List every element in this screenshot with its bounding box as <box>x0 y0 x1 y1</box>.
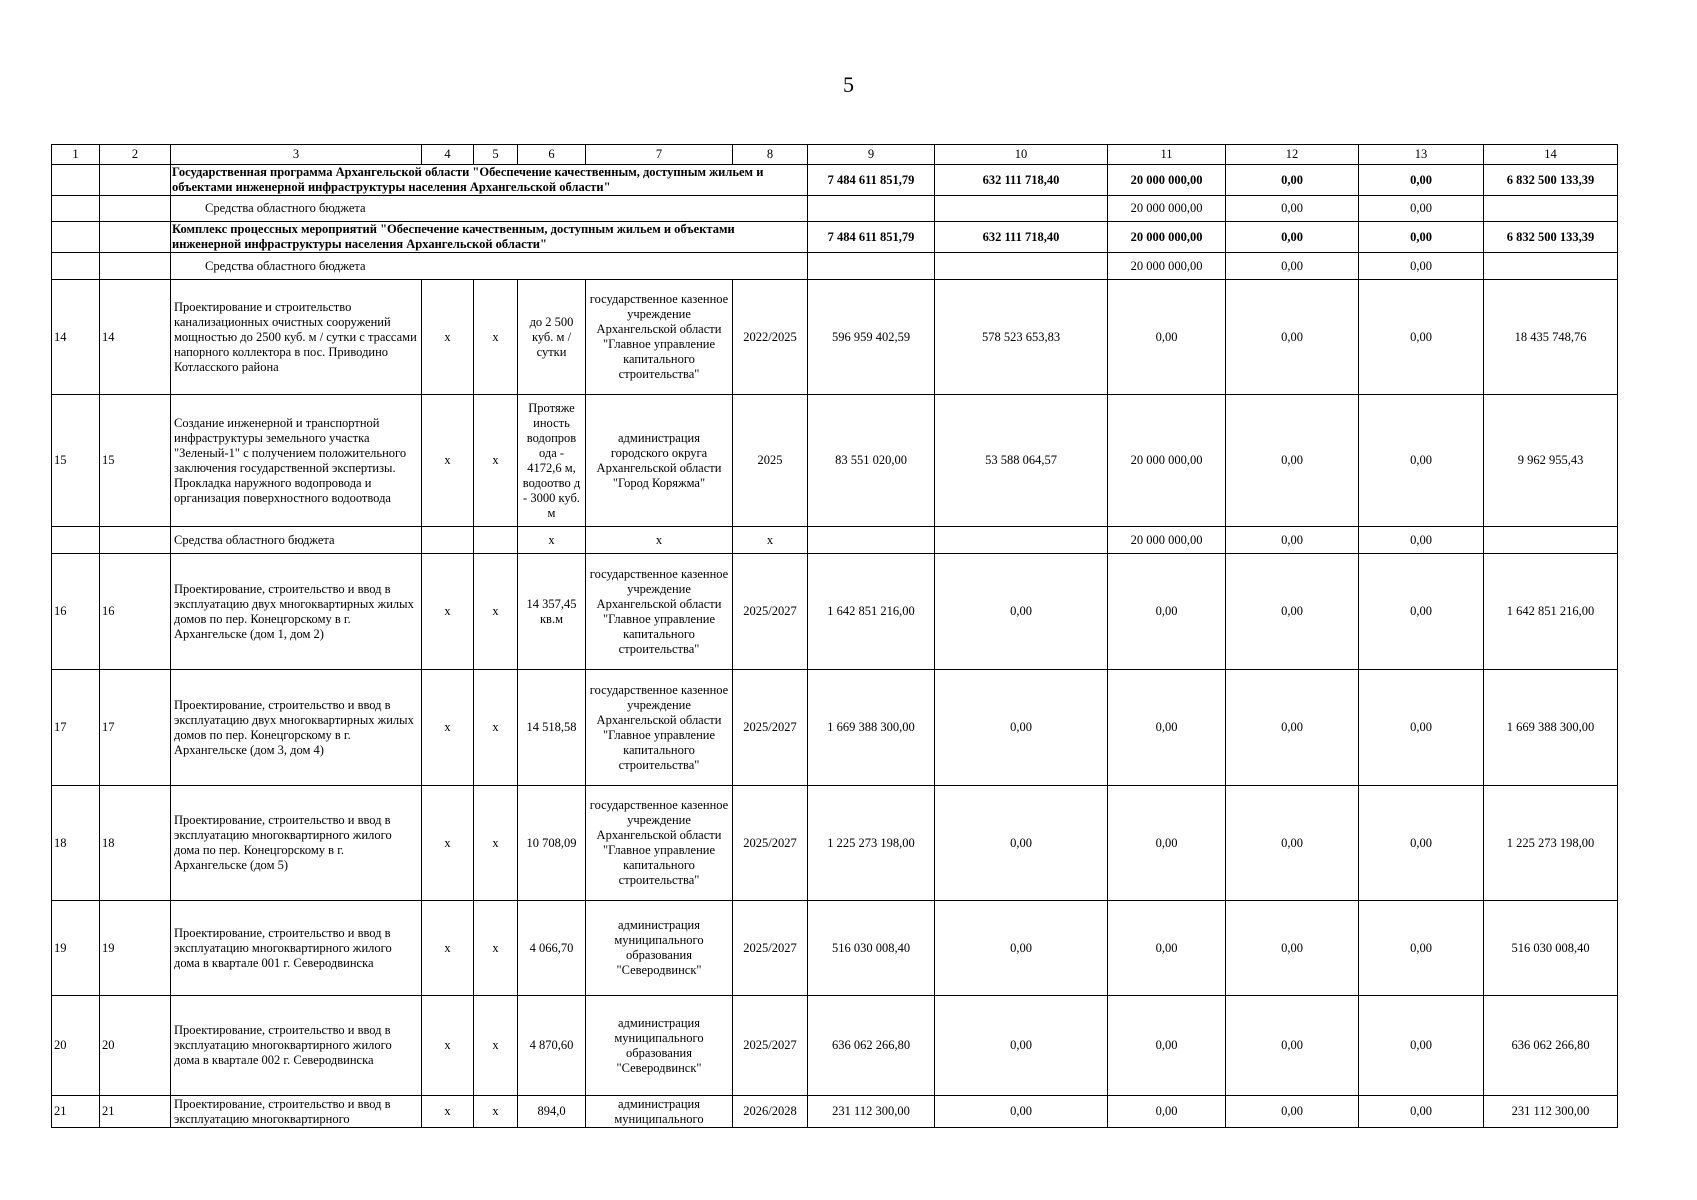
responsible-executor: государственное казенное учреждение Архангельской области "Главное управление капитального строительства" <box>586 786 733 901</box>
capacity-cell: 10 708,09 <box>518 786 586 901</box>
capacity-cell: 4 870,60 <box>518 996 586 1096</box>
budget-source-label: Средства областного бюджета <box>171 196 808 222</box>
row-number: 17 <box>52 670 100 786</box>
amount-col14: 18 435 748,76 <box>1484 280 1618 395</box>
col4-value: х <box>422 1096 474 1128</box>
amount-col10: 0,00 <box>935 670 1108 786</box>
column-header: 7 <box>586 145 733 165</box>
amount-col11: 0,00 <box>1108 996 1226 1096</box>
measure-name: Проектирование, строительство и ввод в эксплуатацию многоквартирного жилого дома в квартале 002 г. Северодвинска <box>171 996 422 1096</box>
measure-name: Проектирование и строительство канализационных очистных сооружений мощностью до 2500 куб. м / сутки с трассами напорного коллектора в пос. Приводино Котласского района <box>171 280 422 395</box>
period-cell: 2025/2027 <box>733 996 808 1096</box>
responsible-executor: администрация муниципального образования "Северодвинск" <box>586 901 733 996</box>
program-total-c13: 0,00 <box>1359 165 1484 196</box>
row-number: 14 <box>52 280 100 395</box>
total-amount: 1 642 851 216,00 <box>808 554 935 670</box>
col5-value: х <box>474 670 518 786</box>
amount-col13: 0,00 <box>1359 786 1484 901</box>
program-title: Государственная программа Архангельской области "Обеспечение качественным, доступным жильем и объектами инженерной инфраструктуры населения Архангельской области" <box>171 165 808 196</box>
period-cell: 2025/2027 <box>733 670 808 786</box>
row-code: 17 <box>100 670 171 786</box>
row-number: 19 <box>52 901 100 996</box>
row-number: 18 <box>52 786 100 901</box>
amount-col10: 0,00 <box>935 996 1108 1096</box>
row-code: 18 <box>100 786 171 901</box>
col5-value: х <box>474 395 518 527</box>
amount-col12: 0,00 <box>1226 395 1359 527</box>
amount-col11: 0,00 <box>1108 786 1226 901</box>
responsible-executor: х <box>586 527 733 554</box>
col4-value: х <box>422 554 474 670</box>
program-budget-c11: 20 000 000,00 <box>1108 196 1226 222</box>
col5-value <box>474 527 518 554</box>
col4-value: х <box>422 901 474 996</box>
complex-budget-c13: 0,00 <box>1359 253 1484 280</box>
capacity-cell: 4 066,70 <box>518 901 586 996</box>
table-row <box>52 1096 1618 1128</box>
table-row <box>52 670 1618 786</box>
period-cell: 2026/2028 <box>733 1096 808 1128</box>
total-amount: 636 062 266,80 <box>808 996 935 1096</box>
total-amount: 83 551 020,00 <box>808 395 935 527</box>
col5-value: х <box>474 554 518 670</box>
amount-col12: 0,00 <box>1226 554 1359 670</box>
amount-col14: 516 030 008,40 <box>1484 901 1618 996</box>
amount-col11: 0,00 <box>1108 1096 1226 1128</box>
amount-col12: 0,00 <box>1226 1096 1359 1128</box>
responsible-executor: администрация муниципального <box>586 1096 733 1128</box>
budget-source-label: Средства областного бюджета <box>171 253 808 280</box>
measure-name: Проектирование, строительство и ввод в эксплуатацию многоквартирного жилого дома в квартале 001 г. Северодвинска <box>171 901 422 996</box>
period-cell: 2022/2025 <box>733 280 808 395</box>
column-header: 11 <box>1108 145 1226 165</box>
row-code: 14 <box>100 280 171 395</box>
col5-value: х <box>474 901 518 996</box>
column-header: 8 <box>733 145 808 165</box>
period-cell: 2025/2027 <box>733 554 808 670</box>
complex-total-c11: 20 000 000,00 <box>1108 222 1226 253</box>
amount-col11: 0,00 <box>1108 901 1226 996</box>
row-number: 15 <box>52 395 100 527</box>
program-row <box>52 165 1618 196</box>
period-cell: х <box>733 527 808 554</box>
row-code: 15 <box>100 395 171 527</box>
column-header: 3 <box>171 145 422 165</box>
column-header: 13 <box>1359 145 1484 165</box>
amount-col11: 0,00 <box>1108 554 1226 670</box>
responsible-executor: администрация муниципального образования "Северодвинск" <box>586 996 733 1096</box>
program-total-c9: 7 484 611 851,79 <box>808 165 935 196</box>
table-row <box>52 395 1618 527</box>
measure-name: Проектирование, строительство и ввод в эксплуатацию двух многоквартирных жилых домов по пер. Конецгорскому в г. Архангельске (дом 1, дом 2) <box>171 554 422 670</box>
complex-budget-c11: 20 000 000,00 <box>1108 253 1226 280</box>
amount-col10: 0,00 <box>935 1096 1108 1128</box>
column-header: 5 <box>474 145 518 165</box>
capacity-cell: 894,0 <box>518 1096 586 1128</box>
amount-col14: 1 642 851 216,00 <box>1484 554 1618 670</box>
amount-col12: 0,00 <box>1226 670 1359 786</box>
col4-value: х <box>422 670 474 786</box>
col5-value: х <box>474 996 518 1096</box>
amount-col13: 0,00 <box>1359 280 1484 395</box>
amount-col10: 0,00 <box>935 786 1108 901</box>
program-budget-row <box>52 196 1618 222</box>
responsible-executor: государственное казенное учреждение Архангельской области "Главное управление капитального строительства" <box>586 670 733 786</box>
row-number <box>52 527 100 554</box>
col5-value: х <box>474 786 518 901</box>
amount-col13: 0,00 <box>1359 1096 1484 1128</box>
amount-col11: 0,00 <box>1108 280 1226 395</box>
capacity-cell: х <box>518 527 586 554</box>
amount-col13: 0,00 <box>1359 395 1484 527</box>
row-code: 20 <box>100 996 171 1096</box>
complex-budget-row <box>52 253 1618 280</box>
program-total-c14: 6 832 500 133,39 <box>1484 165 1618 196</box>
budget-table <box>51 144 1618 1128</box>
row-code: 21 <box>100 1096 171 1128</box>
amount-col10 <box>935 527 1108 554</box>
table-row <box>52 901 1618 996</box>
amount-col12: 0,00 <box>1226 786 1359 901</box>
program-budget-c12: 0,00 <box>1226 196 1359 222</box>
table-row <box>52 527 1618 554</box>
responsible-executor: государственное казенное учреждение Архангельской области "Главное управление капитального строительства" <box>586 554 733 670</box>
col4-value <box>422 527 474 554</box>
capacity-cell: 14 518,58 <box>518 670 586 786</box>
complex-total-c9: 7 484 611 851,79 <box>808 222 935 253</box>
total-amount: 231 112 300,00 <box>808 1096 935 1128</box>
capacity-cell: до 2 500 куб. м / сутки <box>518 280 586 395</box>
amount-col13: 0,00 <box>1359 554 1484 670</box>
amount-col14: 231 112 300,00 <box>1484 1096 1618 1128</box>
amount-col12: 0,00 <box>1226 901 1359 996</box>
col4-value: х <box>422 786 474 901</box>
measure-name: Проектирование, строительство и ввод в эксплуатацию двух многоквартирных жилых домов по пер. Конецгорскому в г. Архангельске (дом 3, дом 4) <box>171 670 422 786</box>
row-code: 16 <box>100 554 171 670</box>
program-total-c10: 632 111 718,40 <box>935 165 1108 196</box>
row-number: 20 <box>52 996 100 1096</box>
measure-name: Создание инженерной и транспортной инфраструктуры земельного участка "Зеленый-1" с получением положительного заключения государственной экспертизы. Прокладка наружного водопровода и организация поверхностного водоотвода <box>171 395 422 527</box>
total-amount: 516 030 008,40 <box>808 901 935 996</box>
amount-col14: 9 962 955,43 <box>1484 395 1618 527</box>
column-header: 12 <box>1226 145 1359 165</box>
amount-col14: 1 225 273 198,00 <box>1484 786 1618 901</box>
row-number: 21 <box>52 1096 100 1128</box>
column-number-row <box>52 145 1618 165</box>
column-header: 2 <box>100 145 171 165</box>
amount-col13: 0,00 <box>1359 670 1484 786</box>
col5-value: х <box>474 1096 518 1128</box>
period-cell: 2025/2027 <box>733 786 808 901</box>
col4-value: х <box>422 280 474 395</box>
amount-col10: 53 588 064,57 <box>935 395 1108 527</box>
table-row <box>52 786 1618 901</box>
row-code: 19 <box>100 901 171 996</box>
capacity-cell: Протяже иность водопров ода - 4172,6 м, водоотво д - 3000 куб. м <box>518 395 586 527</box>
page-number: 5 <box>843 72 854 97</box>
table-row <box>52 554 1618 670</box>
complex-title: Комплекс процессных мероприятий "Обеспечение качественным, доступным жильем и объектами инженерной инфраструктуры населения Архангельской области" <box>171 222 808 253</box>
amount-col14: 636 062 266,80 <box>1484 996 1618 1096</box>
program-budget-c13: 0,00 <box>1359 196 1484 222</box>
complex-total-c12: 0,00 <box>1226 222 1359 253</box>
amount-col14: 1 669 388 300,00 <box>1484 670 1618 786</box>
column-header: 10 <box>935 145 1108 165</box>
complex-budget-c12: 0,00 <box>1226 253 1359 280</box>
amount-col10: 578 523 653,83 <box>935 280 1108 395</box>
program-total-c11: 20 000 000,00 <box>1108 165 1226 196</box>
capacity-cell: 14 357,45 кв.м <box>518 554 586 670</box>
row-number: 16 <box>52 554 100 670</box>
column-header: 14 <box>1484 145 1618 165</box>
total-amount <box>808 527 935 554</box>
responsible-executor: государственное казенное учреждение Архангельской области "Главное управление капитального строительства" <box>586 280 733 395</box>
amount-col11: 20 000 000,00 <box>1108 395 1226 527</box>
program-total-c12: 0,00 <box>1226 165 1359 196</box>
col4-value: х <box>422 395 474 527</box>
amount-col12: 0,00 <box>1226 280 1359 395</box>
complex-total-c14: 6 832 500 133,39 <box>1484 222 1618 253</box>
complex-total-c10: 632 111 718,40 <box>935 222 1108 253</box>
amount-col13: 0,00 <box>1359 527 1484 554</box>
amount-col12: 0,00 <box>1226 996 1359 1096</box>
column-header: 1 <box>52 145 100 165</box>
table-row <box>52 280 1618 395</box>
amount-col10: 0,00 <box>935 901 1108 996</box>
measure-name: Проектирование, строительство и ввод в эксплуатацию многоквартирного <box>171 1096 422 1128</box>
amount-col10: 0,00 <box>935 554 1108 670</box>
column-header: 6 <box>518 145 586 165</box>
row-code <box>100 527 171 554</box>
table-row <box>52 996 1618 1096</box>
col5-value: х <box>474 280 518 395</box>
amount-col13: 0,00 <box>1359 901 1484 996</box>
complex-row <box>52 222 1618 253</box>
total-amount: 596 959 402,59 <box>808 280 935 395</box>
complex-total-c13: 0,00 <box>1359 222 1484 253</box>
column-header: 9 <box>808 145 935 165</box>
measure-name: Средства областного бюджета <box>171 527 422 554</box>
amount-col12: 0,00 <box>1226 527 1359 554</box>
measure-name: Проектирование, строительство и ввод в эксплуатацию многоквартирного жилого дома по пер. Конецгорскому в г. Архангельске (дом 5) <box>171 786 422 901</box>
amount-col11: 0,00 <box>1108 670 1226 786</box>
period-cell: 2025 <box>733 395 808 527</box>
col4-value: х <box>422 996 474 1096</box>
amount-col14 <box>1484 527 1618 554</box>
period-cell: 2025/2027 <box>733 901 808 996</box>
amount-col11: 20 000 000,00 <box>1108 527 1226 554</box>
responsible-executor: администрация городского округа Архангельской области "Город Коряжма" <box>586 395 733 527</box>
total-amount: 1 225 273 198,00 <box>808 786 935 901</box>
total-amount: 1 669 388 300,00 <box>808 670 935 786</box>
amount-col13: 0,00 <box>1359 996 1484 1096</box>
column-header: 4 <box>422 145 474 165</box>
